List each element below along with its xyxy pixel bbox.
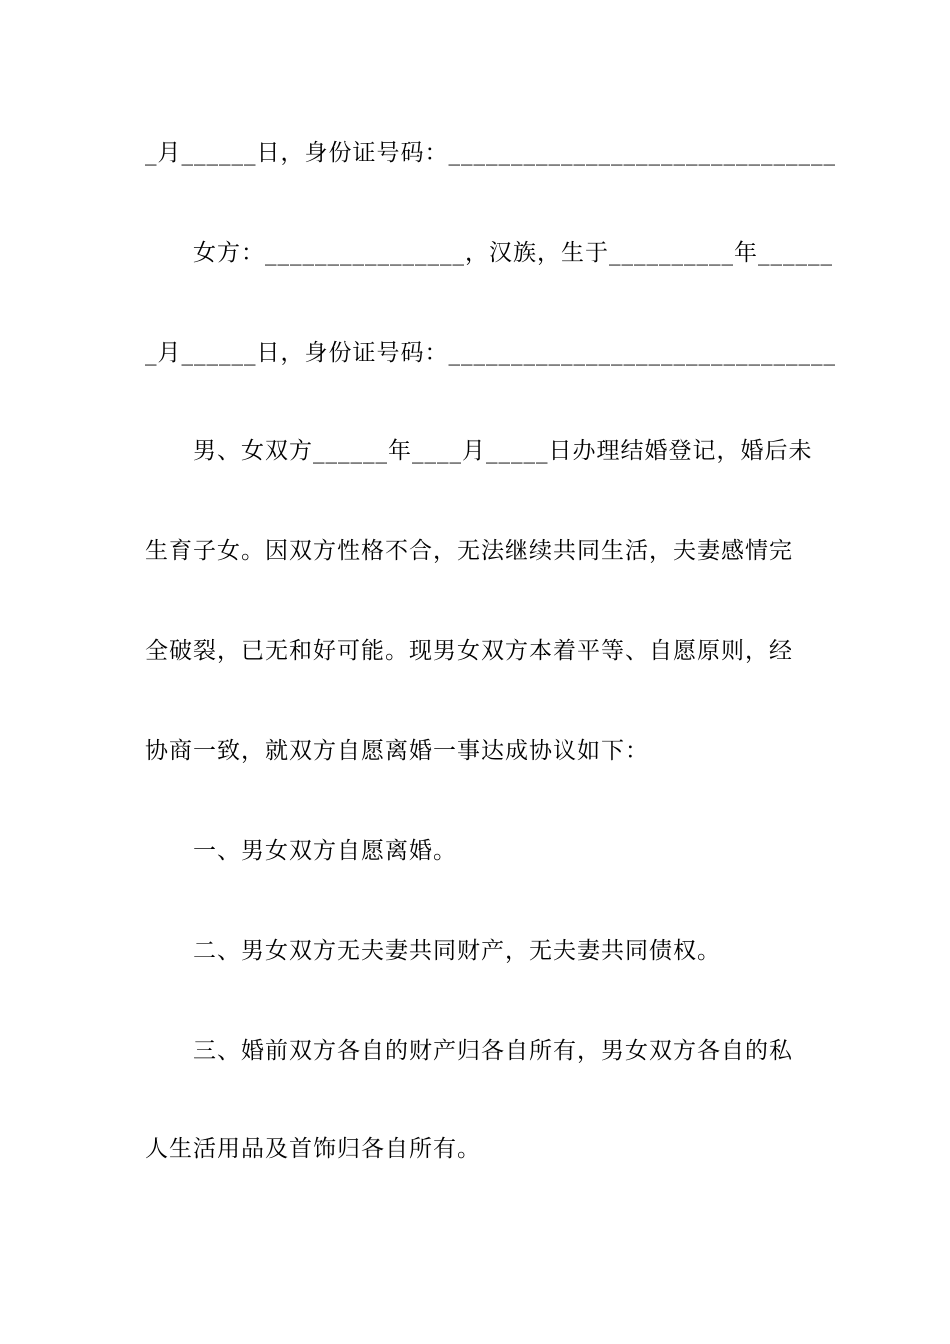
line-6-reason-cont: 全破裂，已无和好可能。现男女双方本着平等、自愿原则，经 — [145, 638, 793, 664]
line-2-female-party: 女方：________________，汉族，生于__________年______ — [193, 240, 833, 266]
clause-3-cont: 人生活用品及首饰归各自所有。 — [145, 1136, 481, 1162]
line-3-birth-date-id: _月______日，身份证号码：_______________________________ — [145, 340, 836, 366]
line-5-reason: 生育子女。因双方性格不合，无法继续共同生活，夫妻感情完 — [145, 538, 793, 564]
clause-2: 二、男女双方无夫妻共同财产，无夫妻共同债权。 — [193, 938, 721, 964]
line-1-birth-date-id: _月______日，身份证号码：_______________________________ — [145, 140, 836, 166]
line-4-marriage-registration: 男、女双方______年____月_____日办理结婚登记，婚后未 — [193, 438, 813, 464]
clause-1: 一、男女双方自愿离婚。 — [193, 838, 457, 864]
line-7-agreement-intro: 协商一致，就双方自愿离婚一事达成协议如下： — [145, 738, 649, 764]
clause-3: 三、婚前双方各自的财产归各自所有，男女双方各自的私 — [193, 1038, 793, 1064]
